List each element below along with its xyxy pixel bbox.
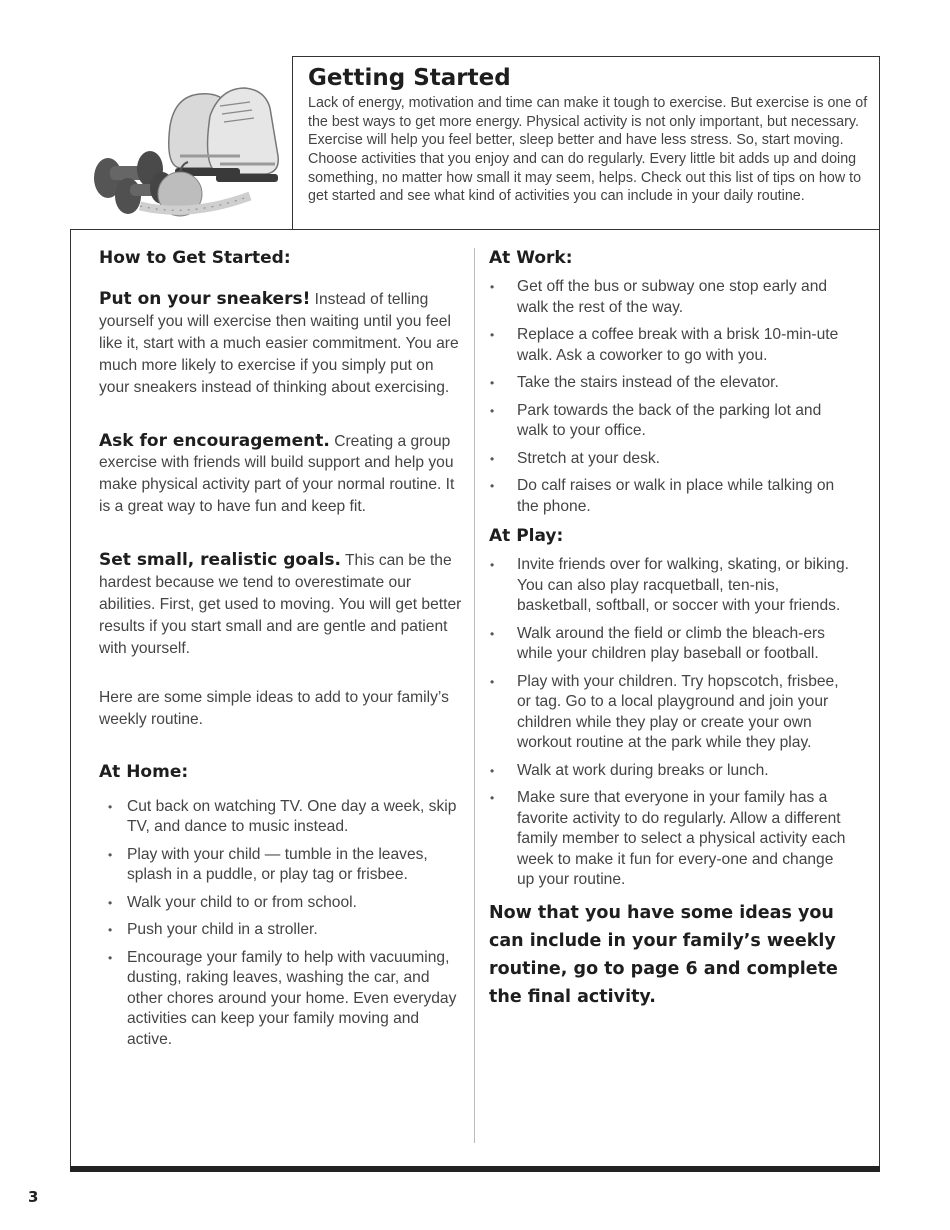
- tip-lead: Ask for encouragement.: [99, 430, 330, 451]
- left-column: [99, 246, 467, 1057]
- intro-box: [70, 56, 880, 230]
- at-home-heading: At Home:: [99, 761, 189, 782]
- at-play-list: [489, 555, 854, 891]
- list-item: • Walk at work during breaks or lunch.: [489, 761, 854, 782]
- list-item: • Push your child in a stroller.: [99, 920, 467, 941]
- list-item: • Get off the bus or subway one stop early and walk the rest of the way.: [489, 277, 854, 318]
- list-item: • Play with your child — tumble in the leaves, splash in a puddle, or play tag or frisbee.: [99, 845, 467, 886]
- list-item: • Cut back on watching TV. One day a week, skip TV, and dance to music instead.: [99, 797, 467, 838]
- at-work-list: [489, 277, 854, 517]
- intro-body: Lack of energy, motivation and time can make it tough to exercise. But exercise is one of the best ways to get more energy. Physical activity is not only important, but necessary. Exercise will help you feel better, sleep better and have less stress. So, start moving. Choose activities that you enjoy and can do regularly. Every little bit adds up and doing something, no matter how small it may seem, helps. Check out this list of tips on how to get started and see what kind of activities you can include in your daily routine.: [308, 95, 868, 205]
- list-item: • Play with your children. Try hopscotch, frisbee, or tag. Go to a local playground and join your children while they play or create your own workout routine at the park while they play.: [489, 672, 854, 754]
- tip-lead: Put on your sneakers!: [99, 289, 311, 309]
- at-work-heading: At Work:: [489, 248, 573, 268]
- at-home-list: [99, 797, 467, 1051]
- how-to-heading: How to Get Started:: [99, 248, 291, 268]
- dumbbells-apple-sneakers-illustration: [70, 56, 292, 229]
- list-item: • Walk around the field or climb the bleach-ers while your children play baseball or football.: [489, 624, 854, 665]
- page-number: 3: [28, 1188, 39, 1206]
- list-item: • Invite friends over for walking, skating, or biking. You can also play racquetball, ten-nis, basketball, softball, or soccer with your friends.: [489, 555, 854, 617]
- tip-encouragement: [99, 431, 467, 519]
- intro-title: Getting Started: [308, 65, 511, 91]
- right-column: [489, 246, 854, 1011]
- at-play-heading: At Play:: [489, 526, 564, 546]
- tip-goals: [99, 550, 467, 660]
- list-item: • Do calf raises or walk in place while talking on the phone.: [489, 476, 854, 517]
- column-divider: [474, 248, 475, 1143]
- list-item: • Park towards the back of the parking lot and walk to your office.: [489, 401, 854, 442]
- exercise-equipment-photo: [70, 56, 293, 229]
- list-item: • Encourage your family to help with vacuuming, dusting, raking leaves, washing the car, and other chores around your home. Even everyday activities can keep your family moving and active.: [99, 948, 467, 1051]
- list-item: • Stretch at your desk.: [489, 449, 854, 470]
- tip-text: Creating a group exercise with friends will build support and help you make physical activity part of your normal routine. It is a great way to have fun and keep fit.: [99, 432, 455, 516]
- closing-callout: Now that you have some ideas you can include in your family’s weekly routine, go to page 6 and complete the final activity.: [489, 902, 838, 1007]
- list-item: • Take the stairs instead of the elevator.: [489, 373, 854, 394]
- tip-lead: Set small, realistic goals.: [99, 550, 341, 571]
- list-item: • Make sure that everyone in your family has a favorite activity to do regularly. Allow a different family member to select a physical activity each week to make it fun for every-one and change up your routine.: [489, 788, 854, 891]
- ideas-intro: Here are some simple ideas to add to your family’s weekly routine.: [99, 688, 449, 728]
- tip-text: Instead of telling yourself you will exercise then waiting until you feel like it, start with a much easier commitment. You are much more likely to exercise if you simply put on your sneakers instead of thinking about exercising.: [99, 291, 459, 396]
- tip-sneakers: [99, 289, 467, 399]
- list-item: • Replace a coffee break with a brisk 10-min-ute walk. Ask a coworker to go with you.: [489, 325, 854, 366]
- tip-text: This can be the hardest because we tend to overestimate our abilities. First, get used to moving. You will get better results if you start small and are gentle and patient with yourself.: [99, 552, 462, 657]
- bottom-rule: [70, 1166, 880, 1172]
- list-item: • Walk your child to or from school.: [99, 893, 467, 914]
